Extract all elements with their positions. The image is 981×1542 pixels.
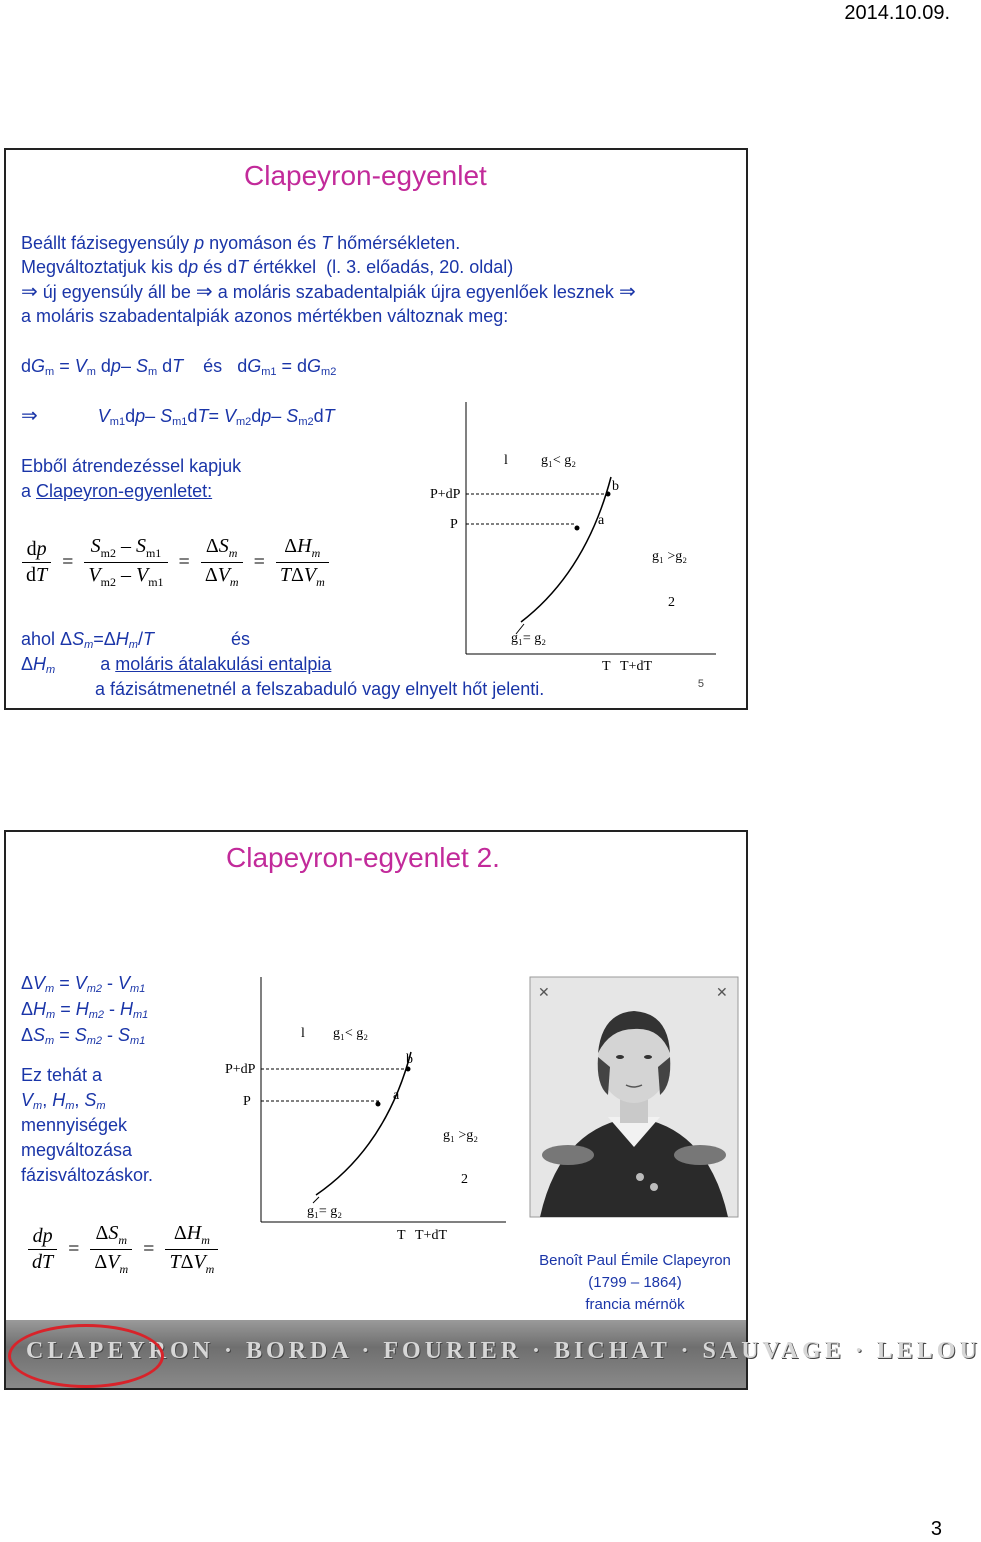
svg-text:T: T — [397, 1228, 406, 1243]
svg-text:g₁= g₂: g₁= g₂ — [511, 631, 547, 646]
delta-hm-line: $\Delta H_m = H_{m2} - H_{m1}$ — [21, 999, 149, 1021]
text-line-5: fázisváltozáskor. — [21, 1165, 154, 1185]
implies-arrow-icon: ⇒ — [195, 281, 213, 303]
text-line-1: Ez tehát a — [21, 1065, 103, 1085]
implies-arrow-icon: ⇒ — [618, 281, 636, 303]
svg-text:✕: ✕ — [716, 984, 728, 1000]
svg-text:g₁= g₂: g₁= g₂ — [307, 1204, 343, 1219]
implies-arrow-icon: ⇒ — [21, 405, 38, 427]
text-line-4: megváltozása — [21, 1140, 133, 1160]
svg-text:P: P — [450, 517, 458, 532]
point-b — [406, 1067, 411, 1072]
gibbs-equation-1: $dG_m = V_m$ dp– $S_m$ dT és $dG_{m1} = dG_{m2}$ — [21, 356, 337, 378]
svg-text:b: b — [612, 479, 619, 494]
delta-sm-line: $\Delta S_m = S_{m2} - S_{m1}$ — [21, 1025, 146, 1047]
text-line-3: mennyiségek — [21, 1115, 128, 1135]
portrait-caption-years: (1799 – 1864) — [588, 1274, 682, 1291]
hm-definition: $\Delta H_m$ a moláris átalakulási entalpia — [21, 654, 332, 676]
slide-number: 5 — [697, 678, 704, 690]
hm-definition-2: a fázisátmenetnél a felszabaduló vagy elnyelt hőt jelenti. — [95, 679, 545, 699]
gibbs-equation-2: ⇒ $V_{m1}dp-$ $S_{m1}dT= V_{m2}dp-$ $S_{m2}dT$ — [21, 405, 335, 428]
portrait-caption-role: francia mérnök — [585, 1296, 685, 1313]
svg-text:l: l — [504, 453, 508, 468]
slide-title: Clapeyron-egyenlet — [244, 160, 487, 191]
clapeyron-link[interactable]: Clapeyron-egyenletet: — [36, 481, 213, 501]
svg-text:T: T — [602, 659, 611, 674]
svg-text:T+dT: T+dT — [415, 1228, 447, 1243]
svg-text:a: a — [393, 1088, 400, 1103]
intro-line-2: Megváltoztatjuk kis dp és dT értékkel (l. 3. előadás, 20. oldal) — [21, 257, 514, 277]
implication-line-1: ⇒ új egyensúly áll be ⇒ a moláris szabadentalpiák újra egyenlőek lesznek ⇒ — [21, 281, 636, 303]
delta-vm-line: $\Delta V_m = V_{m2} - V_{m1}$ — [21, 973, 146, 995]
svg-text:a: a — [598, 513, 605, 528]
page-number: 3 — [930, 1518, 942, 1540]
svg-text:g₁< g₂: g₁< g₂ — [333, 1026, 369, 1041]
rearrange-line-1: Ebből átrendezéssel kapjuk — [21, 456, 242, 476]
intro-line-1: Beállt fázisegyensúly p nyomáson és T hőmérsékleten. — [21, 233, 461, 253]
phase-equilibrium-diagram — [221, 977, 511, 1247]
svg-text:l: l — [301, 1026, 305, 1041]
svg-text:2: 2 — [668, 595, 675, 610]
point-b — [606, 492, 611, 497]
highlight-circle — [8, 1324, 164, 1388]
molar-enthalpy-link[interactable]: moláris átalakulási entalpia — [115, 654, 332, 674]
point-a — [575, 526, 580, 531]
portrait-caption-name: Benoît Paul Émile Clapeyron — [539, 1252, 731, 1269]
clapeyron-formula-short: $\frac{dp}{dT}$ = $\frac{\Delta S_m}{\Delta V_m}$ = $\frac{\Delta H_m}{T\Delta V_m}$ — [28, 1222, 218, 1277]
svg-text:P+dP: P+dP — [430, 487, 461, 502]
slide-clapeyron-equation — [4, 148, 748, 710]
svg-text:P: P — [243, 1094, 251, 1109]
svg-text:P+dP: P+dP — [225, 1062, 256, 1077]
eiffel-inscription-photo — [6, 1320, 981, 1388]
inscription-text: CLAPEYRON · BORDA · FOURIER · BICHAT · SAUVAGE · LELOU — [26, 1338, 981, 1364]
implication-line-2: a moláris szabadentalpiák azonos mértékben változnak meg: — [21, 306, 509, 326]
header-date: 2014.10.09. — [844, 2, 950, 24]
slide-title: Clapeyron-egyenlet 2. — [226, 842, 500, 873]
clapeyron-portrait — [530, 977, 738, 1217]
svg-text:T+dT: T+dT — [620, 659, 652, 674]
rearrange-line-2: a Clapeyron-egyenletet: — [21, 481, 213, 501]
text-line-2: $V_m$, $H_m$, $S_m$ — [21, 1090, 106, 1112]
svg-text:g₁ >g₂: g₁ >g₂ — [443, 1128, 479, 1143]
implies-arrow-icon: ⇒ — [21, 281, 38, 303]
phase-equilibrium-diagram — [426, 402, 726, 677]
ahol-line: ahol $\Delta S_m=\Delta H_m/T$ és — [21, 629, 251, 651]
clapeyron-formula: $\frac{dp}{dT}$ = $\frac{S_{m2} - S_{m1}}{V_{m2} - V_{m1}}$ = $\frac{\Delta S_m}{\Delta V_m}$ = $\frac{\Delta H_m}{T\Delta V_m}$ — [22, 535, 329, 590]
svg-text:b: b — [406, 1052, 413, 1067]
svg-text:2: 2 — [461, 1172, 468, 1187]
svg-text:g₁< g₂: g₁< g₂ — [541, 453, 577, 468]
point-a — [376, 1102, 381, 1107]
svg-text:✕: ✕ — [538, 984, 550, 1000]
svg-text:g₁ >g₂: g₁ >g₂ — [652, 549, 688, 564]
slide-clapeyron-equation-2 — [4, 830, 981, 1390]
